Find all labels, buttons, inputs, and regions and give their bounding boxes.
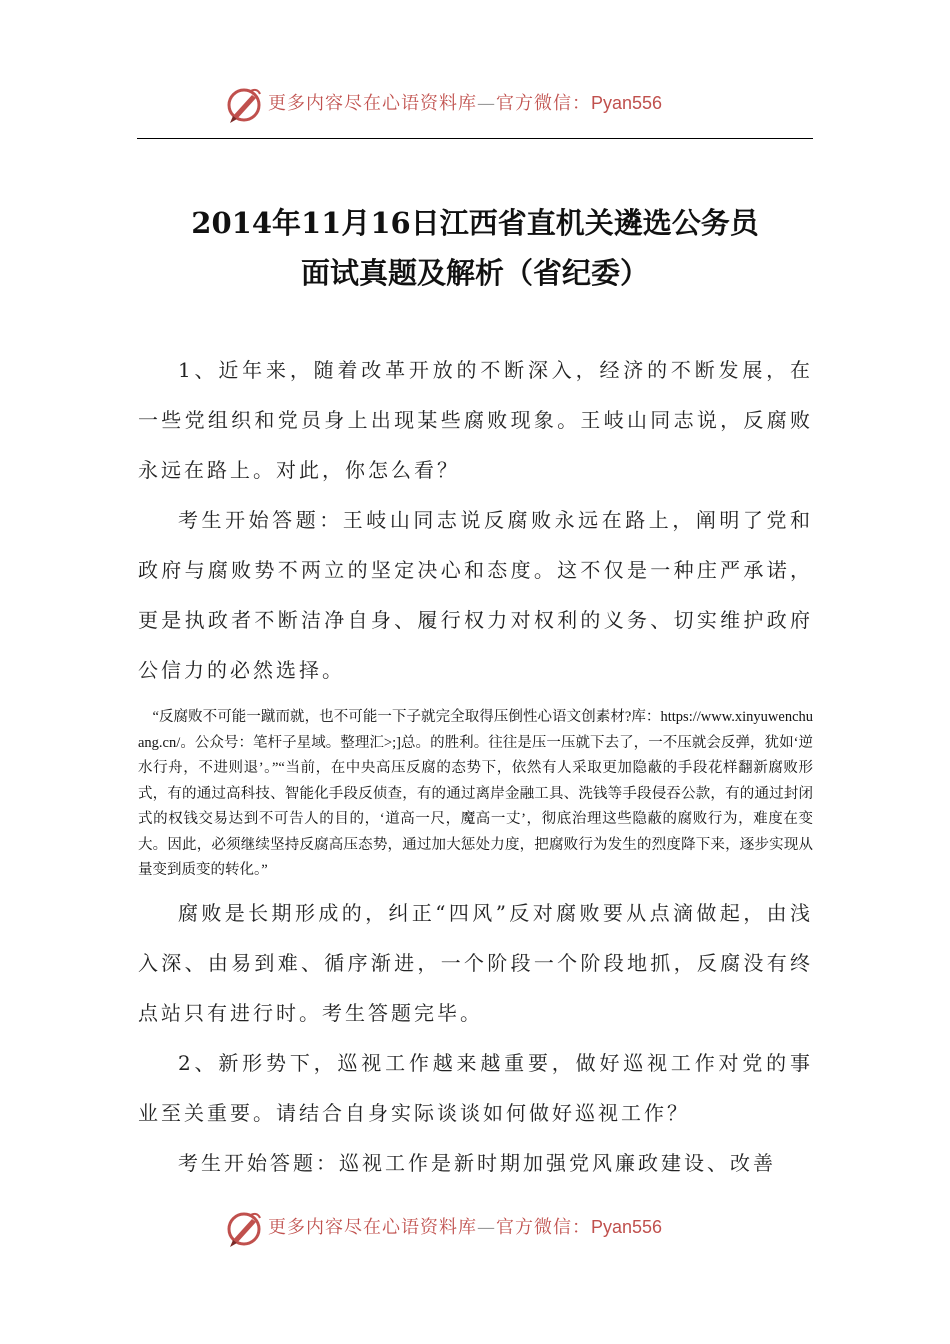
- banner-label: 官方微信：: [496, 1217, 591, 1238]
- pen-circle-icon: [222, 1207, 266, 1251]
- title-line-1: 2014年11月16日江西省直机关遴选公务员: [191, 206, 759, 240]
- header-banner: [0, 80, 950, 130]
- banner-label: 官方微信：: [496, 93, 591, 114]
- answer-1-conclusion: 腐败是长期形成的，纠正“四风”反对腐败要从点滴做起，由浅入深、由易到难、循序渐进，一个阶段一个阶段地抓，反腐没有终点站只有进行时。考生答题完毕。: [138, 900, 813, 1025]
- pen-circle-icon: [222, 83, 266, 127]
- question-2: 2、新形势下，巡视工作越来越重要，做好巡视工作对党的事业至关重要。请结合自身实际谈谈如何做好巡视工作？: [138, 1050, 813, 1125]
- header-divider: [137, 138, 813, 139]
- banner-handle: Pyan556: [591, 1217, 663, 1237]
- document-body: [138, 345, 813, 1188]
- document-title: [120, 198, 830, 298]
- banner-text: [268, 1214, 662, 1241]
- answer-1-quote: “反腐败不可能一蹴而就，也不可能一下子就完全取得压倒性心语文创素材?库：https://www.xinyuwenchuang.cn/。公众号：笔杆子星域。整理汇>;]总。的胜利。往往是压一压就下去了，一不压就会反弹，犹如‘逆水行舟，不进则退’。”“当前，在中央高压反腐的态势下，依然有人采取更加隐蔽的手段花样翻新腐败形式，有的通过高科技、智能化手段反侦查，有的通过离岸金融工具、洗钱等手段侵吞公款，有的通过封闭式的权钱交易达到不可告人的目的，‘道高一尺，魔高一丈’，彻底治理这些隐蔽的腐败行为，难度在变大。因此，必须继续坚持反腐高压态势，通过加大惩处力度，把腐败行为发生的烈度降下来，逐步实现从量变到质变的转化。”: [138, 709, 813, 878]
- banner-slogan: 更多内容尽在心语资料库: [268, 1217, 477, 1238]
- banner-handle: Pyan556: [591, 93, 663, 113]
- footer-banner: [0, 1204, 950, 1254]
- banner-text: [268, 90, 662, 117]
- answer-2-intro: 考生开始答题：巡视工作是新时期加强党风廉政建设、改善: [178, 1150, 776, 1175]
- banner-slogan: 更多内容尽在心语资料库: [268, 93, 477, 114]
- banner-dash: —: [477, 1217, 496, 1238]
- banner-dash: —: [477, 93, 496, 114]
- answer-1-intro: 考生开始答题：王岐山同志说反腐败永远在路上，阐明了党和政府与腐败势不两立的坚定决心和态度。这不仅是一种庄严承诺，更是执政者不断洁净自身、履行权力对权利的义务、切实维护政府公信力的必然选择。: [138, 508, 813, 682]
- title-line-2: 面试真题及解析（省纪委）: [300, 256, 649, 290]
- question-1: 1、近年来，随着改革开放的不断深入，经济的不断发展，在一些党组织和党员身上出现某些腐败现象。王岐山同志说，反腐败永远在路上。对此，你怎么看？: [138, 358, 813, 482]
